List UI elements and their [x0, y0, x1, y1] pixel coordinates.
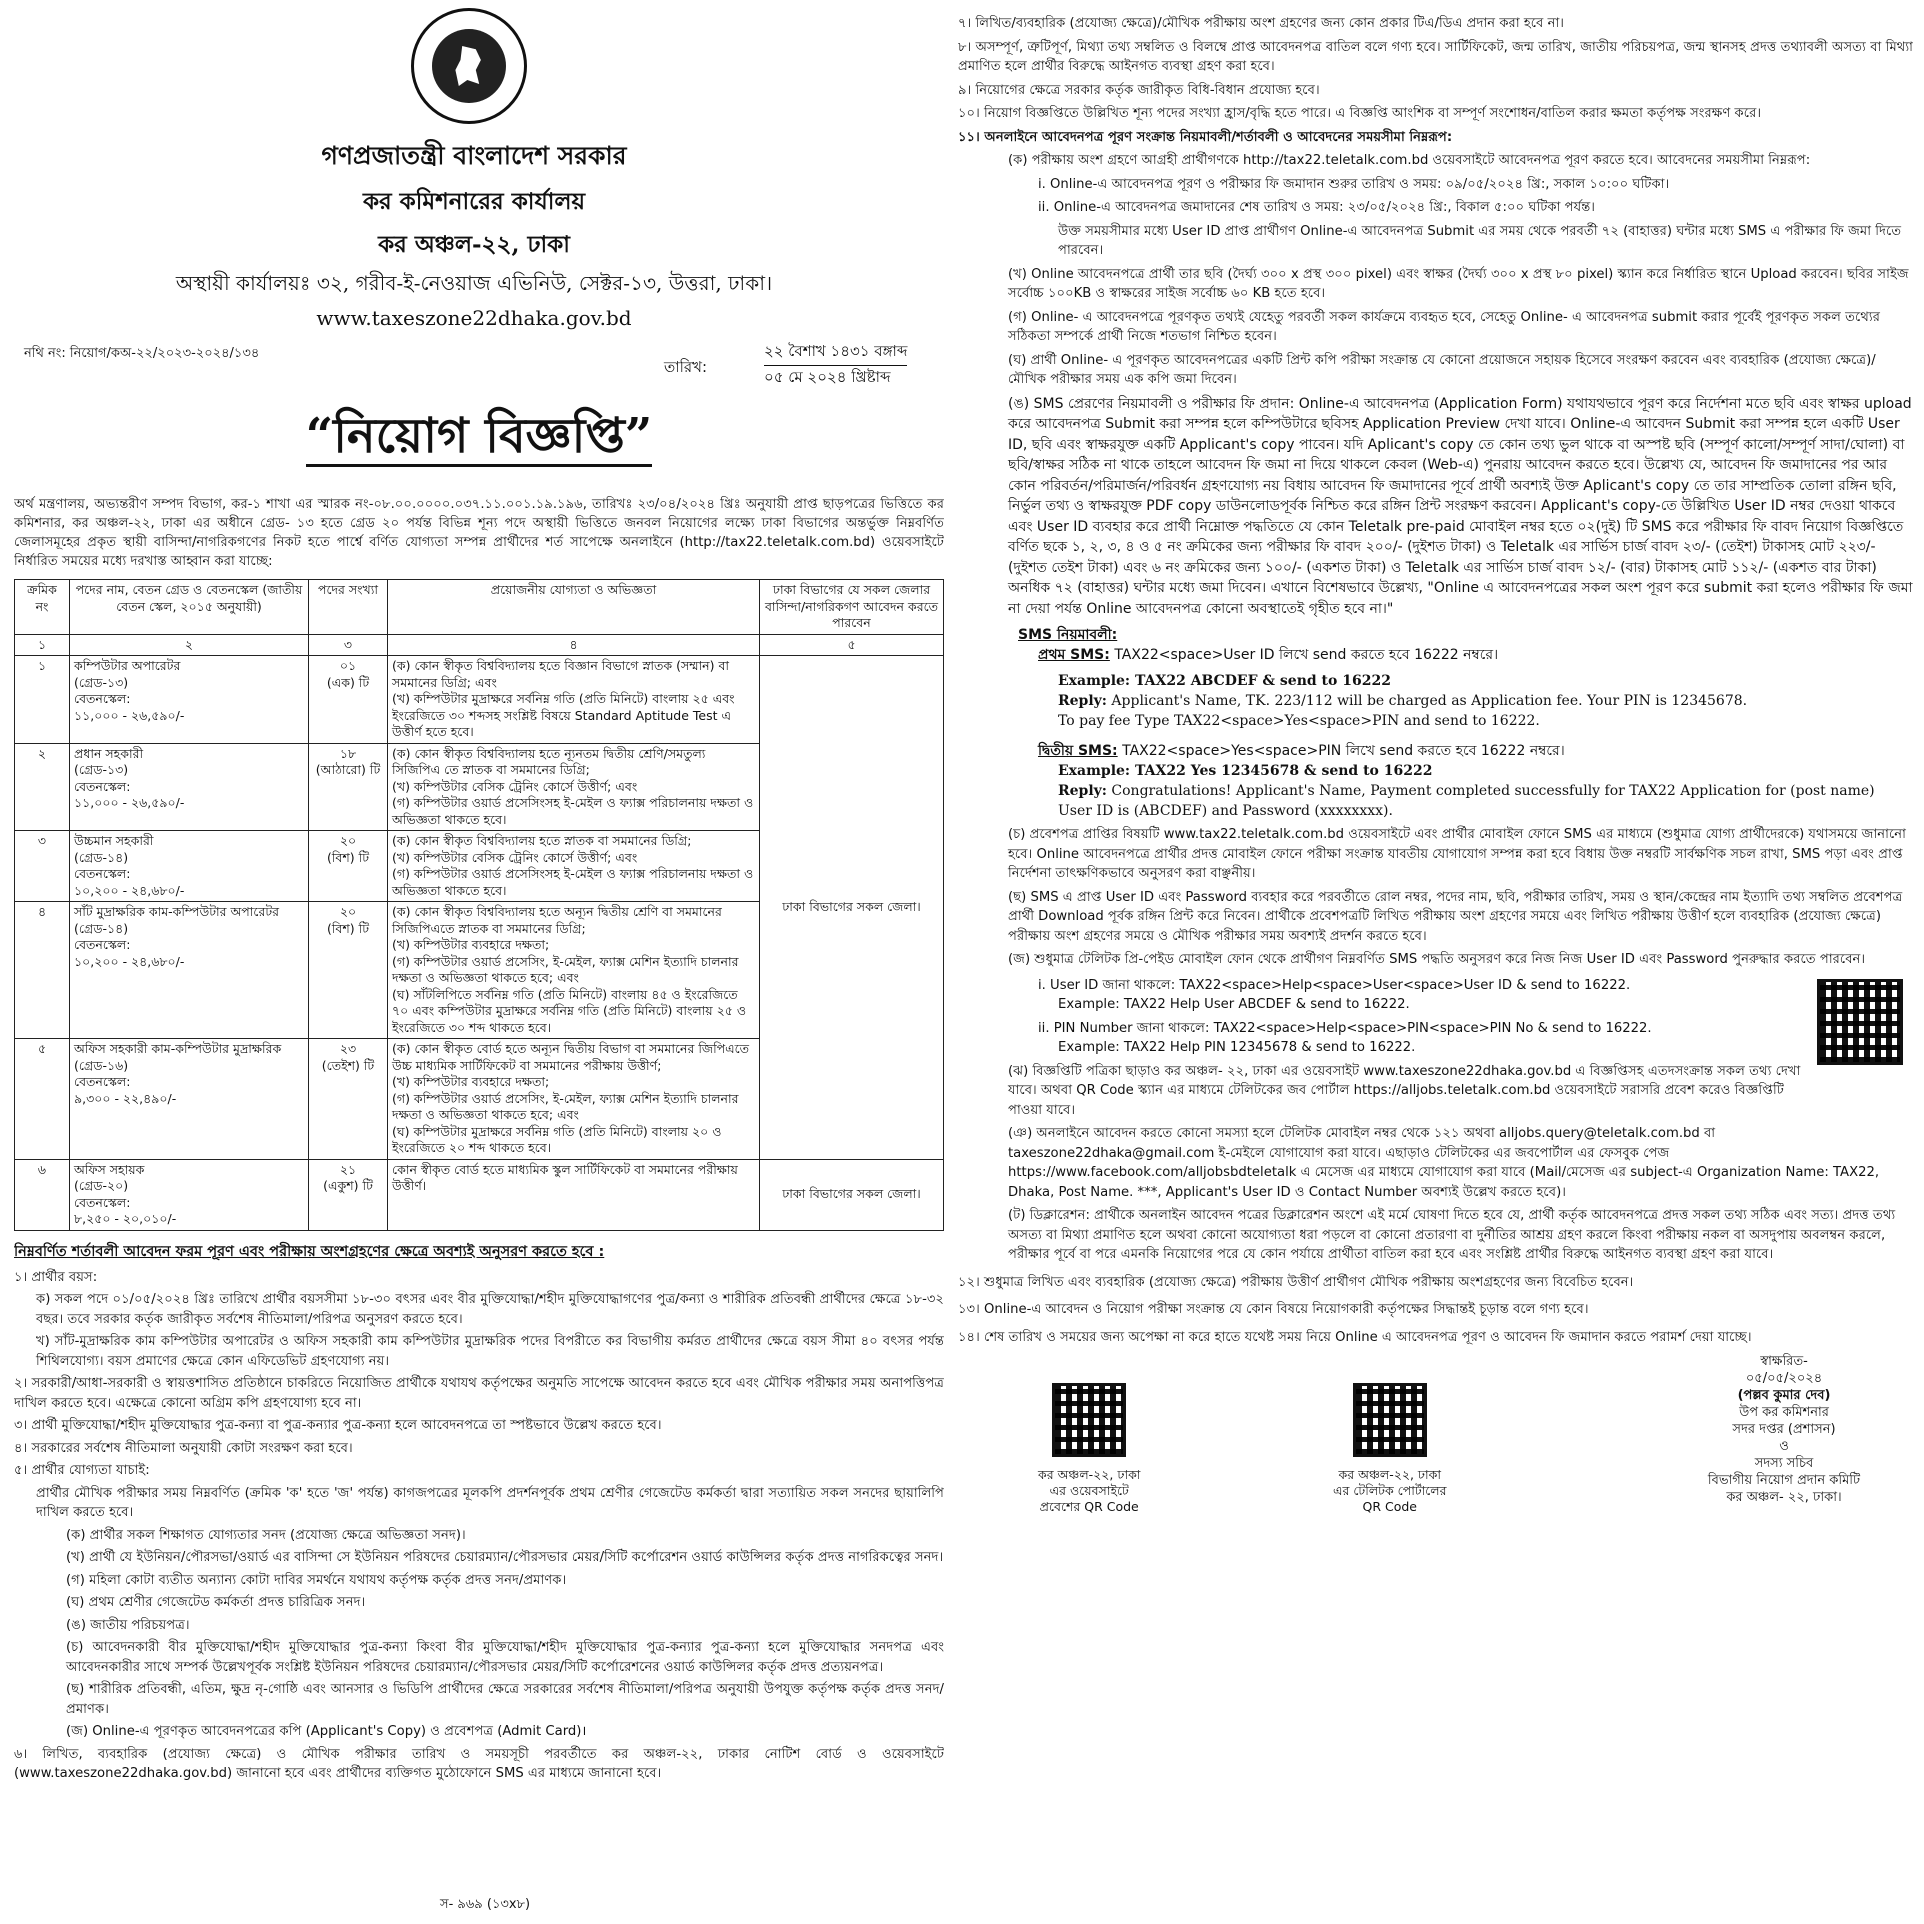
condition-item: ২। সরকারী/আধা-সরকারী ও স্বায়ত্তশাসিত প্রতিষ্ঠানে চাকরিতে নিয়োজিত প্রার্থীকে যথাযথ কর্তৃপক্ষের অনুমতি সাপেক্ষে আবেদন করতে হবে এবং মৌখিক পরীক্ষার সময় অনাপত্তিপত্র দাখিল করতে হবে। এক্ষেত্রে কোনো অগ্রিম কপি গ্রহণযোগ্য হবে না। — [14, 1376, 944, 1411]
header-website: www.taxeszone22dhaka.gov.bd — [316, 306, 632, 330]
condition-item: ৩। প্রার্থী মুক্তিযোদ্ধা/শহীদ মুক্তিযোদ্ধার পুত্র-কন্যা বা পুত্র-কন্যার পুত্র-কন্যা হলে আবেদনপত্রে তা স্পষ্টভাবে উল্লেখ করতে হবে। — [14, 1418, 662, 1433]
online-rule-ka: (ক) পরীক্ষায় অংশ গ্রহণে আগ্রহী প্রার্থীগণকে http://tax22.teletalk.com.bd ওয়েবসাইটে আবেদনপত্র পূরণ করতে হবে। আবেদনের সময়সীমা নিম্নরূপ: — [1008, 153, 1811, 168]
signature-signed: স্বাক্ষরিত- — [1760, 1354, 1808, 1369]
count-cell — [309, 902, 388, 1039]
post-grade: (গ্রেড-১৪) — [74, 920, 129, 936]
condition-item: ১৩। Online-এ আবেদন ও নিয়োগ পরীক্ষা সংক্রান্ত যে কোন বিষয়ে নিয়োগকারী কর্তৃপক্ষের সিদ্ধান্তই চূড়ান্ত বলে গণ্য হবে। — [958, 1302, 1589, 1317]
sms-title: SMS নিয়মাবলী: — [1018, 627, 1118, 643]
online-rule-ka-ii: ii. Online-এ আবেদনপত্র জমাদানের শেষ তারিখ ও সময়: ২৩/০৫/২০২৪ খ্রি:, বিকাল ৫:০০ ঘটিকা পর্যন্ত। — [1038, 200, 1596, 215]
count-cell — [309, 1159, 388, 1230]
office-header — [14, 136, 944, 330]
conditions-title: নিম্নবর্ণিত শর্তাবলী আবেদন ফরম পূরণ এবং পরীক্ষায় অংশগ্রহণের ক্ষেত্রে অবশ্যই অনুসরণ করতে হবে : — [14, 1243, 605, 1260]
district-cell: ঢাকা বিভাগের সকল জেলা। — [760, 1159, 944, 1230]
header-serial: ক্রমিক নং — [15, 580, 70, 635]
notice-title — [14, 400, 944, 479]
online-rule-ja-i-ex: Example: TAX22 Help User ABCDEF & send to 16222. — [1058, 997, 1410, 1012]
conditions-7-10 — [958, 14, 1913, 124]
scale-label: বেতনস্কেল: — [74, 778, 131, 794]
count-cell — [309, 743, 388, 831]
qualification-item: (গ) কম্পিউটার ওয়ার্ড প্রসেসিংসহ ই-মেইল ও ফ্যাক্স পরিচালনায় দক্ষতা ও অভিজ্ঞতা থাকতে হবে। — [392, 866, 754, 898]
post-count-word: (এক) টি — [326, 674, 370, 690]
header-count: পদের সংখ্যা — [309, 580, 388, 635]
online-rule-uma: (ঙ) SMS প্রেরণের নিয়মাবলী ও পরীক্ষার ফি প্রদান: Online-এ আবেদনপত্র (Application Form) যথাযথভাবে পূরণ করে নির্দেশনা মতে ছবি এবং স্বাক্ষর upload করে আবেদনপত্র Submit করা সম্পন্ন হলে কম্পিউটারে ছবিসহ Application Preview দেখা যাবে। Online-এ আবেদন Submit করা সম্পন্ন হলে একটি User ID, ছবি এবং স্বাক্ষরযুক্ত একটি Applicant's copy পাবেন। যদি Aplicant's copy তে কোন তথ্য ভুল থাকে বা অস্পষ্ট ছবি (সম্পূর্ণ কালো/সম্পূর্ণ সাদা/ঘোলা) বা ছবি/স্বাক্ষর সঠিক না থাকে তাহলে আবেদন ফি জমা না দিয়ে থাকলে কেবল (Web-এ) পুনরায় আবেদন করতে হবে। উল্লেখ্য যে, আবেদন ফি জমাদানের পর আর কোন পরিবর্তন/পরিমার্জন/পরিবর্ধন গ্রহণযোগ্য নয় বিধায় আবেদন ফি জমাদানের পূর্বে প্রার্থী অবশ্যই উক্ত Aplicant's copy তে তার সাম্প্রতিক তোলা রঙ্গিন ছবি, নির্ভুল তথ্য ও স্বাক্ষরযুক্ত PDF copy ডাউনলোডপূর্বক নিশ্চিত করে রঙ্গিন প্রিন্ট সংরক্ষণ করবেন। Applicant's copy-তে উল্লিখিত User ID নম্বর দেওয়া থাকবে এবং User ID ব্যবহার করে প্রার্থী নিম্নোক্ত পদ্ধতিতে যে কোন Teletalk pre-paid মোবাইল নম্বর হতে ০২(দুই) টি SMS করে পরীক্ষার ফি বাবদ নিয়োগ বিজ্ঞপ্তিতে বর্ণিত ছকে ১, ২, ৩, ৪ ও ৫ নং ক্রমিকের জন্য পরীক্ষার ফি বাবদ ২০০/- (দুইশত টাকা) ও Teletalk এর সার্ভিস চার্জ বাবদ ২৩/- (তেইশ) টাকাসহ মোট ২২৩/- (দুইশত তেইশ টাকা) এবং ৬ নং ক্রমিকের জন্য ১০০/- (একশত টাকা) ও Teletalk এর সার্ভিস চার্জ বাবদ ১২/- (বার) টাকাসহ মোট ১১২/- (একশত বার টাকা) অনধিক ৭২ (বাহাত্তর) ঘন্টার মধ্যে জমা দিবেন। এখানে বিশেষভাবে উল্লেখ্য, "Online এ আবেদনপত্রের সকল অংশ পূরণ করে submit করা হলেও পরীক্ষার ফি জমা না দেয়া পর্যন্ত Online আবেদনপত্র কোনো অবস্থাতেই গৃহীত হবে না।" — [1008, 395, 1913, 617]
condition-item: (ছ) শারীরিক প্রতিবন্ধী, এতিম, ক্ষুদ্র নৃ-গোষ্ঠি এবং আনসার ও ভিডিপি প্রার্থীদের ক্ষেত্রে সরকারের সর্বশেষ নীতিমালা/পরিপত্র অনুযায়ী উপযুক্ত কর্তৃপক্ষ কর্তৃক প্রদত্ত সনদ/প্রমাণক। — [66, 1682, 944, 1717]
condition-item: ৬। লিখিত, ব্যবহারিক (প্রযোজ্য ক্ষেত্রে) ও মৌখিক পরীক্ষার তারিখ ও সময়সূচী পরবর্তীতে কর অঞ্চল-২২, ঢাকার নোটিশ বোর্ড ও ওয়েবসাইটে (www.taxeszone22dhaka.gov.bd) জানানো হবে এবং প্রার্থীদের ব্যক্তিগত মুঠোফোনে SMS এর মাধ্যমে জানানো হবে। — [14, 1746, 944, 1781]
sms-reply1: Applicant's Name, TK. 223/112 will be charged as Application fee. Your PIN is 12345678. — [1111, 693, 1748, 709]
sms-example-1: Example: TAX22 ABCDEF & send to 16222 — [1058, 673, 1391, 689]
qualification-item: (ঘ) কম্পিউটার মুদ্রাক্ষরে সর্বনিম্ন গতি (প্রতি মিনিটে) বাংলায় ২০ ও ইংরেজিতে ২০ শব্দ থাকতে হবে। — [392, 1123, 722, 1155]
qualification-item: (ক) কোন স্বীকৃত বিশ্ববিদ্যালয় হতে ন্যূনতম দ্বিতীয় শ্রেণি/সমতুল্য সিজিপিএ তে স্নাতক বা সমমানের ডিগ্রি; — [392, 745, 706, 777]
condition-item: ক) সকল পদে ০১/০৫/২০২৪ খ্রিঃ তারিখে প্রার্থীর বয়সসীমা ১৮-৩০ বৎসর এবং বীর মুক্তিযোদ্ধা/শহীদ মুক্তিযোদ্ধাগণের পুত্র/কন্যা ও শারীরিক প্রতিবন্ধী প্রার্থীদের ক্ষেত্রে ১৮-৩২ বছর। তবে সরকার কর্তৃক জারীকৃত সর্বশেষ নীতিমালা/পরিপত্র অনুসরণ করতে হবে। — [36, 1292, 944, 1327]
sms-second-label: দ্বিতীয় SMS: — [1038, 743, 1118, 759]
sms-rules — [958, 625, 1913, 821]
online-rule-ja-i: i. User ID জানা থাকলে: TAX22<space>Help<space>User<space>User ID & send to 16222. — [1038, 977, 1631, 993]
condition-item: ১২। শুধুমাত্র লিখিত এবং ব্যবহারিক (প্রযোজ্য ক্ষেত্রে) পরীক্ষায় উত্তীর্ণ প্রার্থীগণ মৌখিক পরীক্ষায় অংশগ্রহণের জন্য বিবেচিত হবেন। — [958, 1274, 1634, 1290]
signature-name: (পল্লব কুমার দেব) — [1737, 1388, 1831, 1403]
sms-reply2: Congratulations! Applicant's Name, Payment completed successfully for TAX22 Application for (post name) User ID is (ABCDEF) and Password (xxxxxxxx). — [1058, 783, 1875, 819]
serial-cell: ৫ — [15, 1039, 70, 1160]
colnum: ৪ — [388, 634, 760, 656]
post-name: উচ্চমান সহকারী — [74, 833, 154, 848]
signature-date: ০৫/০৫/২০২৪ — [1745, 1371, 1823, 1386]
post-grade: (গ্রেড-১৬) — [74, 1057, 129, 1073]
pay-scale: ১০,২০০ - ২৪,৬৮০/- — [74, 882, 185, 898]
online-rule-gha: (ঘ) প্রার্থী Online- এ পূরণকৃত আবেদনপত্রের একটি প্রিন্ট কপি পরীক্ষা সংক্রান্ত যে কোনো প্রয়োজনে সহায়ক হিসেবে সংরক্ষণ করবেন এবং ব্যবহারিক (প্রযোজ্য ক্ষেত্রে)/মৌখিক পরীক্ষার সময় এক কপি জমা দিবেন। — [1008, 352, 1876, 387]
online-rule-ka-i: i. Online-এ আবেদনপত্র পূরণ ও পরীক্ষার ফি জমাদান শুরুর তারিখ ও সময়: ০৯/০৫/২০২৪ খ্রি:, সকাল ১০:০০ ঘটিকা। — [1038, 176, 1670, 192]
post-count-word: (একুশ) টি — [323, 1178, 373, 1193]
colnum: ১ — [15, 634, 70, 656]
qualification-cell — [388, 1039, 760, 1160]
post-count: ২০ — [339, 833, 357, 848]
jobs-table — [14, 579, 944, 1231]
header-line2: কর কমিশনারের কার্যালয় — [362, 188, 586, 215]
post-grade: (গ্রেড-১৩) — [74, 762, 129, 777]
signature-designation: সদর দপ্তর (প্রশাসন) — [1732, 1422, 1836, 1437]
condition-item: ১। প্রার্থীর বয়স: — [14, 1269, 98, 1285]
qr1-line: এর ওয়েবসাইটে — [1049, 1483, 1129, 1498]
count-cell — [309, 656, 388, 744]
condition-item: (গ) মহিলা কোটা ব্যতীত অন্যান্য কোটা দাবির সমর্থনে যথাযথ কর্তৃপক্ষ কর্তৃক প্রদত্ত সনদ/প্রমাণক। — [66, 1572, 567, 1588]
post-count: ২১ — [339, 1161, 357, 1177]
condition-item: ৮। অসম্পূর্ণ, ত্রুটিপূর্ণ, মিথ্যা তথ্য সম্বলিত ও বিলম্বে প্রাপ্ত আবেদনপত্র বাতিল বলে গণ্য হবে। সার্টিফিকেট, জন্ম তারিখ, জাতীয় পরিচয়পত্র, জন্ম স্থানসহ প্রদত্ত তথ্যাবলী অসত্য বা মিথ্যা প্রমাণিত হলে প্রার্থীর বিরুদ্ধে আইনগত ব্যবস্থা গ্রহণ করা হবে। — [958, 39, 1913, 74]
post-count: ২০ — [339, 904, 357, 919]
post-count-word: (বিশ) টি — [326, 849, 370, 865]
online-rule-ja-ii-ex: Example: TAX22 Help PIN 12345678 & send to 16222. — [1058, 1040, 1416, 1055]
post-count: ১৮ — [339, 745, 357, 761]
post-name: অফিস সহায়ক — [74, 1161, 145, 1177]
sms-reply1-label: Reply: — [1058, 693, 1107, 709]
header-district: ঢাকা বিভাগের যে সকল জেলার বাসিন্দা/নাগরিকগণ আবেদন করতে পারবেন — [760, 580, 944, 635]
pay-scale: ১১,০০০ - ২৬,৫৯০/- — [74, 795, 185, 810]
footer-code: স- ৯৬৯ (১৩x৮) — [440, 1897, 531, 1912]
qr2-line: QR Code — [1362, 1499, 1417, 1514]
colnum: ৫ — [760, 634, 944, 656]
table-header-row — [15, 580, 944, 635]
signature-designation: উপ কর কমিশনার — [1739, 1405, 1829, 1420]
qualification-item: (ক) কোন স্বীকৃত বিশ্ববিদ্যালয় হতে অন্যূন দ্বিতীয় শ্রেণি বা সমমানের সিজিপিএতে স্নাতক বা সমমানের ডিগ্রি; — [392, 904, 722, 936]
sms-reply1b: To pay fee Type TAX22<space>Yes<space>PIN and send to 16222. — [1058, 713, 1540, 729]
online-rule-ta: (ট) ডিক্লারেশন: প্রার্থীকে অনলাইন আবেদন পত্রের ডিক্লারেশন অংশে এই মর্মে ঘোষণা দিতে হবে যে, প্রার্থী কর্তৃক আবেদনপত্রে প্রদত্ত সকল তথ্য সঠিক এবং সত্য। প্রদত্ত তথ্য অসত্য বা মিথ্যা প্রমাণিত হলে অথবা কোনো অযোগ্যতা ধরা পড়লে বা কোনো প্রতারণা বা দুর্নীতির আশ্রয় গ্রহণ করলে কিংবা পরীক্ষায় নকল বা অসদুপায় অবলম্বন করলে, পরীক্ষার পূর্বে বা পরে এমনকি নিয়োগের পরে যে কোন পর্যায়ে প্রার্থীতা বাতিল করা হবে এবং সংশ্লিষ্ট প্রার্থীর বিরুদ্ধে আইনগত ব্যবস্থা গ্রহণ করা যাবে। — [1008, 1208, 1896, 1262]
condition-item: প্রার্থীর মৌখিক পরীক্ষার সময় নিম্নবর্ণিত (ক্রমিক 'ক' হতে 'জ' পর্যন্ত) কাগজপত্রের মূলকপি প্রদর্শনপূর্বক প্রথম শ্রেণীর গেজেটেড কর্মকর্তা দ্বারা সত্যায়িত সকল সনদের ছায়ালিপি দাখিল করতে হবে। — [36, 1485, 944, 1520]
scale-label: বেতনস্কেল: — [74, 691, 131, 706]
condition-item: (ঙ) জাতীয় পরিচয়পত্র। — [66, 1617, 190, 1633]
reference-number: নথি নং: নিয়োগ/কঅ-২২/২০২৩-২০২৪/১৩৪ — [24, 346, 260, 361]
online-rule-ja: (জ) শুধুমাত্র টেলিটক প্রি-পেইড মোবাইল ফোন থেকে প্রার্থীগণ নিম্নবর্ণিত SMS পদ্ধতি অনুসরণ করে নিজ নিজ User ID এবং Password পুনরুদ্ধার করতে পারবেন। — [1008, 952, 1866, 967]
post-cell — [70, 656, 309, 744]
online-rule-cha: (চ) প্রবেশপত্র প্রাপ্তির বিষয়টি www.tax22.teletalk.com.bd ওয়েবসাইটে এবং প্রার্থীর মোবাইল ফোনে SMS এর মাধ্যমে (শুধুমাত্র যোগ্য প্রার্থীদেরকে) যথাসময়ে জানানো হবে। Online আবেদনপত্রে প্রার্থীর প্রদত্ত মোবাইল ফোনে পরীক্ষা সংক্রান্ত যাবতীয় যোগাযোগ সম্পন্ন করা হবে বিধায় উক্ত নম্বরটি সার্বক্ষণিক সচল রাখা, SMS পড়া এবং প্রাপ্ত নির্দেশনা তাৎক্ষণিকভাবে অনুসরণ করা বাঞ্ছনীয়। — [1008, 827, 1906, 881]
serial-cell: ৪ — [15, 902, 70, 1039]
post-name: অফিস সহকারী কাম-কম্পিউটার মুদ্রাক্ষরিক — [74, 1041, 282, 1056]
online-rule-chha: (ছ) SMS এ প্রাপ্ত User ID এবং Password ব্যবহার করে পরবর্তীতে রোল নম্বর, পদের নাম, ছবি, পরীক্ষার তারিখ, সময় ও স্থান/কেন্দ্রের নাম ইত্যাদি তথ্য সম্বলিত প্রবেশপত্র প্রার্থী Download পূর্বক রঙ্গিন প্রিন্ট করে নিবেন। প্রার্থীকে প্রবেশপত্রটি লিখিত পরীক্ষায় অংশ গ্রহণের সময়ে এবং লিখিত পরীক্ষায় উত্তীর্ণ হলে ব্যবহারিক (প্রযোজ্য ক্ষেত্রে) পরীক্ষায় অংশ গ্রহণের সময়ে ও মৌখিক পরীক্ষার সময় অবশ্যই প্রদর্শন করতে হবে। — [1008, 889, 1903, 944]
condition-item: (জ) Online-এ পূরণকৃত আবেদনপত্রের কপি (Applicant's Copy) ও প্রবেশপত্র (Admit Card)। — [66, 1724, 587, 1739]
post-name: কম্পিউটার অপারেটর — [74, 658, 181, 673]
qualification-cell — [388, 831, 760, 902]
qualification-item: (খ) কম্পিউটার মুদ্রাক্ষরে সর্বনিম্ন গতি (প্রতি মিনিটে) বাংলায় ২৫ এবং ইংরেজিতে ৩০ শব্দসহ সংশ্লিষ্ট বিষয়ে Standard Aptitude Test এ উত্তীর্ণ হতে হবে। — [392, 691, 735, 739]
qr2-line: এর টেলিটক পোর্টালের — [1333, 1483, 1447, 1498]
qualification-item: (ক) কোন স্বীকৃত বিশ্ববিদ্যালয় হতে স্নাতক বা সমমানের ডিগ্রি; — [392, 833, 692, 848]
pay-scale: ৯,৩০০ - ২২,৪৯০/- — [74, 1090, 177, 1106]
online-rules-title: ১১। অনলাইনে আবেদনপত্র পূরণ সংক্রান্ত নিয়মাবলী/শর্তাবলী ও আবেদনের সময়সীমা নিম্নরূপ: — [958, 129, 1453, 145]
header-post: পদের নাম, বেতন গ্রেড ও বেতনস্কেল (জাতীয় বেতন স্কেল, ২০১৫ অনুযায়ী) — [70, 580, 309, 635]
qualification-item: (খ) কম্পিউটার ব্যবহারে দক্ষতা; — [392, 1074, 550, 1089]
qualification-item: (ক) কোন স্বীকৃত বোর্ড হতে অন্যূন দ্বিতীয় বিভাগ বা সমমানের জিপিএতে উচ্চ মাধ্যমিক সার্টিফিকেট বা সমমানের পরীক্ষায় উত্তীর্ণ; — [392, 1041, 750, 1073]
signature-block — [1669, 1353, 1899, 1506]
header-qualification: প্রয়োজনীয় যোগ্যতা ও অভিজ্ঞতা — [388, 580, 760, 635]
intro-paragraph: অর্থ মন্ত্রণালয়, অভ্যন্তরীণ সম্পদ বিভাগ, কর-১ শাখা এর স্মারক নং-০৮.০০.০০০০.০৩৭.১১.০০১.১৯.১৯৬, তারিখঃ ২৩/০৪/২০২৪ খ্রিঃ অনুযায়ী প্রাপ্ত ছাড়পত্রের ভিত্তিতে কর কমিশনার, কর অঞ্চল-২২, ঢাকা এর অধীনে গ্রেড- ১৩ হতে গ্রেড ২০ পর্যন্ত বিভিন্ন শূন্য পদে অস্থায়ী ভিত্তিতে জনবল নিয়োগের লক্ষ্যে ঢাকা বিভাগের অন্তর্ভুক্ত নিম্নবর্ণিত জেলাসমূহের প্রকৃত স্থায়ী বাসিন্দা/নাগরিকগণের নিকট হতে পার্শ্বে বর্ণিত যোগ্যতা সম্পন্ন প্রার্থীদের শর্ত সাপেক্ষে অনলাইনে (http://tax22.teletalk.com.bd) ওয়েবসাইটে নির্ধারিত সময়ের মধ্যে দরখাস্ত আহ্বান করা যাচ্ছে: — [14, 497, 944, 569]
condition-item: ১০। নিয়োগ বিজ্ঞপ্তিতে উল্লিখিত শূন্য পদের সংখ্যা হ্রাস/বৃদ্ধি হতে পারে। এ বিজ্ঞপ্তি আংশিক বা সম্পূর্ণ সংশোধন/বাতিল করার ক্ষমতা কর্তৃপক্ষ সংরক্ষণ করে। — [958, 106, 1762, 121]
pay-scale: ৮,২৫০ - ২০,০১০/- — [74, 1211, 177, 1226]
table-colnum-row — [15, 634, 944, 656]
post-cell — [70, 902, 309, 1039]
colnum: ৩ — [309, 634, 388, 656]
post-cell — [70, 1039, 309, 1160]
qualification-item: (গ) কম্পিউটার ওয়ার্ড প্রসেসিং, ই-মেইল, ফ্যাক্স মেশিন ইত্যাদি চালনার দক্ষতা ও অভিজ্ঞতা থাকতে হবে; এবং — [392, 953, 739, 985]
signature-designation: সদস্য সচিব — [1754, 1456, 1814, 1471]
post-count: ২৩ — [339, 1041, 357, 1056]
qr2-line: কর অঞ্চল-২২, ঢাকা — [1338, 1467, 1441, 1482]
serial-cell: ১ — [15, 656, 70, 744]
left-column — [14, 8, 944, 1913]
district-cell: ঢাকা বিভাগের সকল জেলা। — [760, 656, 944, 1160]
condition-item: (চ) আবেদনকারী বীর মুক্তিযোদ্ধা/শহীদ মুক্তিযোদ্ধার পুত্র-কন্যা কিংবা বীর মুক্তিযোদ্ধা/শহীদ মুক্তিযোদ্ধার পুত্র-কন্যার পুত্র-কন্যা হলে মুক্তিযোদ্ধার সনদপত্র এবং আবেদনকারীর সাথে সম্পর্ক উল্লেখপূর্বক সংশ্লিষ্ট ইউনিয়ন পরিষদের চেয়ারম্যান/পৌরসভার মেয়র/সিটি কর্পোরেশনের ওয়ার্ড কাউন্সিলর কর্তৃক প্রদত্ত প্রত্যয়নপত্র। — [66, 1640, 944, 1675]
online-rule-ga: (গ) Online- এ আবেদনপত্রে পূরণকৃত তথ্যই যেহেতু পরবর্তী সকল কার্যক্রমে ব্যবহৃত হবে, সেহেতু Online- এ আবেদনপত্র submit করার পূর্বেই পূরণকৃত সকল তথ্যের সঠিকতা সম্পর্কে প্রার্থী নিজে শতভাগ নিশ্চিত হবেন। — [1008, 309, 1880, 344]
count-cell — [309, 831, 388, 902]
qualification-item: (খ) কম্পিউটার বেসিক ট্রেনিং কোর্সে উত্তীর্ণ; এবং — [392, 778, 638, 794]
qualification-cell — [388, 902, 760, 1039]
header-line1: গণপ্রজাতন্ত্রী বাংলাদেশ সরকার — [321, 141, 627, 170]
qualification-cell — [388, 743, 760, 831]
qualification-item: কোন স্বীকৃত বোর্ড হতে মাধ্যমিক স্কুল সার্টিফিকেট বা সমমানের পরীক্ষায় উত্তীর্ণ। — [392, 1161, 738, 1193]
signature-designation: বিভাগীয় নিয়োগ প্রদান কমিটি — [1707, 1473, 1861, 1488]
post-name: প্রধান সহকারী — [74, 745, 144, 761]
qr-and-signature — [958, 1353, 1913, 1558]
qr-block-website — [1038, 1383, 1140, 1515]
qualification-cell — [388, 656, 760, 744]
online-rule-ka-note: উক্ত সময়সীমার মধ্যে User ID প্রাপ্ত প্রার্থীগণ Online-এ আবেদনপত্র Submit এর সময় থেকে পরবর্তী ৭২ (বাহাত্তর) ঘন্টার মধ্যে SMS এ পরীক্ষার ফি জমা দিতে পারবেন। — [1058, 223, 1902, 258]
condition-item: ৫। প্রার্থীর যোগ্যতা যাচাই: — [14, 1463, 150, 1478]
right-column — [958, 10, 1913, 1915]
post-count: ০১ — [339, 658, 357, 673]
qr-code-icon — [1817, 979, 1903, 1065]
post-count-word: (বিশ) টি — [326, 920, 370, 936]
post-grade: (গ্রেড-১৩) — [74, 674, 129, 690]
post-grade: (গ্রেড-২০) — [74, 1178, 129, 1193]
condition-item: ৪। সরকারের সর্বশেষ নীতিমালা অনুযায়ী কোটা সংরক্ষণ করা হবে। — [14, 1440, 353, 1456]
post-cell — [70, 1159, 309, 1230]
post-cell — [70, 743, 309, 831]
post-count-word: (তেইশ) টি — [321, 1057, 375, 1073]
signature-designation: কর অঞ্চল- ২২, ঢাকা। — [1726, 1490, 1842, 1505]
condition-item: খ) সাঁট-মুদ্রাক্ষরিক কাম কম্পিউটার অপারেটর ও অফিস সহকারী কাম কম্পিউটার মুদ্রাক্ষরিক পদের বিপরীতে কর বিভাগীয় কর্মরত প্রার্থীদের ক্ষেত্রে বয়স সীমা ৪০ বৎসর পর্যন্ত শিথিলযোগ্য। বয়স প্রমাণের ক্ষেত্রে কোন এফিডেভিট গ্রহণযোগ্য নয়। — [36, 1334, 944, 1369]
condition-item: ৯। নিয়োগের ক্ষেত্রে সরকার কর্তৃক জারীকৃত বিধি-বিধান প্রযোজ্য হবে। — [958, 82, 1320, 98]
condition-item: (খ) প্রার্থী যে ইউনিয়ন/পৌরসভা/ওয়ার্ড এর বাসিন্দা সে ইউনিয়ন পরিষদের চেয়ারম্যান/পৌরসভার মেয়র/সিটি কর্পোরেশন ওয়ার্ড কাউন্সিলর কর্তৃক প্রদত্ত নাগরিকত্বের সনদ। — [66, 1550, 944, 1565]
condition-item: (ক) প্রার্থীর সকল শিক্ষাগত যোগ্যতার সনদ (প্রযোজ্য ক্ষেত্রে অভিজ্ঞতা সনদ)। — [66, 1527, 466, 1543]
qualification-item: (খ) কম্পিউটার বেসিক ট্রেনিং কোর্সে উত্তীর্ণ; এবং — [392, 849, 638, 865]
reference-row — [14, 336, 944, 400]
scale-label: বেতনস্কেল: — [74, 937, 131, 952]
sms-first: TAX22<space>User ID লিখে send করতে হবে 16222 নম্বরে। — [1114, 647, 1499, 663]
table-row — [15, 1159, 944, 1230]
header-line3: কর অঞ্চল-২২, ঢাকা — [378, 231, 570, 258]
online-rule-kha: (খ) Online আবেদনপত্রে প্রার্থী তার ছবি (দৈর্ঘ্য ৩০০ x প্রস্থ ৩০০ pixel) এবং স্বাক্ষর (দৈর্ঘ্য ৩০০ x প্রস্থ ৮০ pixel) স্ক্যান করে নির্ধারিত স্থানে Upload করবেন। ছবির সাইজ সর্বোচ্চ ১০০KB ও স্বাক্ষরের সাইজ সর্বোচ্চ ৬০ KB হতে হবে। — [1008, 266, 1909, 301]
condition-item: ৭। লিখিত/ব্যবহারিক (প্রযোজ্য ক্ষেত্রে)/মৌখিক পরীক্ষায় অংশ গ্রহণের জন্য কোন প্রকার টিএ/ডিএ প্রদান করা হবে না। — [958, 16, 1565, 31]
qualification-item: (গ) কম্পিউটার ওয়ার্ড প্রসেসিং, ই-মেইল, ফ্যাক্স মেশিন ইত্যাদি চালনার দক্ষতা ও অভিজ্ঞতা থাকতে হবে; এবং — [392, 1090, 739, 1122]
date-english: ০৫ মে ২০২৪ খ্রিষ্টাব্দ — [764, 368, 891, 386]
count-cell — [309, 1039, 388, 1160]
notice-title-text: “নিয়োগ বিজ্ঞপ্তি” — [306, 408, 653, 467]
header-address: অস্থায়ী কার্যালয়ঃ ৩২, গরীব-ই-নেওয়াজ এভিনিউ, সেক্টর-১৩, উত্তরা, ঢাকা। — [175, 271, 773, 295]
qr1-line: কর অঞ্চল-২২, ঢাকা — [1038, 1467, 1141, 1482]
qr1-line: প্রবেশের QR Code — [1039, 1499, 1139, 1514]
serial-cell: ৬ — [15, 1159, 70, 1230]
online-rule-jha: (ঝ) বিজ্ঞপ্তিটি পত্রিকা ছাড়াও কর অঞ্চল- ২২, ঢাকা এর ওয়েবসাইট www.taxeszone22dhaka.gov.bd এ বিজ্ঞপ্তিসহ এতদসংক্রান্ত সকল তথ্য দেখা যাবে। অথবা QR Code স্ক্যান এর মাধ্যমে টেলিটকের জব পোর্টাল https://alljobs.teletalk.com.bd ওয়েবসাইটে সরাসরি প্রবেশ করেও বিজ্ঞপ্তিটি পাওয়া যাবে। — [1008, 1063, 1801, 1118]
date-label: তারিখ: — [664, 358, 708, 376]
sms-first-label: প্রথম SMS: — [1038, 647, 1110, 663]
qualification-item: (গ) কম্পিউটার ওয়ার্ড প্রসেসিংসহ ই-মেইল ও ফ্যাক্স পরিচালনায় দক্ষতা ও অভিজ্ঞতা থাকতে হবে। — [392, 795, 754, 827]
government-seal-icon — [411, 8, 527, 124]
qr-code-icon — [1052, 1383, 1126, 1457]
sms-example-2: Example: TAX22 Yes 12345678 & send to 16222 — [1058, 763, 1433, 779]
qualification-cell — [388, 1159, 760, 1230]
scale-label: বেতনস্কেল: — [74, 866, 131, 881]
online-rule-ja-ii: ii. PIN Number জানা থাকলে: TAX22<space>Help<space>PIN<space>PIN No & send to 16222. — [1038, 1020, 1652, 1036]
date-bangla: ২২ বৈশাখ ১৪৩১ বঙ্গাব্দ — [764, 340, 907, 366]
condition-item: (ঘ) প্রথম শ্রেণীর গেজেটেড কর্মকর্তা প্রদত্ত চারিত্রিক সনদ। — [66, 1595, 366, 1610]
qualification-item: (ক) কোন স্বীকৃত বিশ্ববিদ্যালয় হতে বিজ্ঞান বিভাগে স্নাতক (সম্মান) বা সমমানের ডিগ্রি; এবং — [392, 658, 730, 690]
post-name: সাঁট মুদ্রাক্ষরিক কাম-কম্পিউটার অপারেটর — [74, 904, 280, 919]
sms-second: TAX22<space>Yes<space>PIN লিখে send করতে হবে 16222 নম্বরে। — [1122, 743, 1565, 759]
scale-label: বেতনস্কেল: — [74, 1074, 131, 1089]
sms-reply2-label: Reply: — [1058, 783, 1107, 799]
qualification-item: (ঘ) সাঁটলিপিতে সর্বনিম্ন গতি (প্রতি মিনিটে) বাংলায় ৪৫ ও ইংরেজিতে ৭০ এবং কম্পিউটার মুদ্রাক্ষরে সর্বনিম্ন গতি (প্রতি মিনিটে) বাংলায় ২৫ ও ইংরেজিতে ৩০ শব্দ থাকতে হবে। — [392, 986, 747, 1035]
pay-scale: ১০,২০০ - ২৪,৬৮০/- — [74, 953, 185, 969]
post-grade: (গ্রেড-১৪) — [74, 849, 129, 865]
conditions-list — [14, 1268, 944, 1784]
condition-item: ১৪। শেষ তারিখ ও সময়ের জন্য অপেক্ষা না করে হাতে যথেষ্ট সময় নিয়ে Online এ আবেদনপত্র পূরণ ও আবেদন ফি জমাদান করতে পরামর্শ দেয়া যাচ্ছে। — [958, 1329, 1752, 1345]
qr-code-icon — [1353, 1383, 1427, 1457]
conditions-12-14 — [958, 1273, 1913, 1348]
serial-cell: ২ — [15, 743, 70, 831]
table-row — [15, 656, 944, 744]
scale-label: বেতনস্কেল: — [74, 1194, 131, 1210]
qr-block-teletalk — [1333, 1383, 1447, 1515]
post-count-word: (আঠারো) টি — [315, 762, 381, 777]
signature-and: ও — [1779, 1439, 1789, 1454]
pay-scale: ১১,০০০ - ২৬,৫৯০/- — [74, 707, 185, 723]
colnum: ২ — [70, 634, 309, 656]
post-cell — [70, 831, 309, 902]
online-rule-nya: (ঞ) অনলাইনে আবেদন করতে কোনো সমস্যা হলে টেলিটক মোবাইল নম্বর থেকে ১২১ অথবা alljobs.query@teletalk.com.bd বা taxeszone22dhaka@gmail.com ই-মেইলে যোগাযোগ করা যাবে। এছাড়াও টেলিটকের এর জবপোর্টাল এর ফেসবুক পেজ https://www.facebook.com/alljobsbdteletalk এ মেসেজ এর মাধ্যমে যোগাযোগ করা যাবে (Mail/মেসেজ এর subject-এ Organization Name: TAX22, Dhaka, Post Name. ***, Applicant's User ID ও Contact Number অবশ্যই উল্লেখ করতে হবে)। — [1008, 1126, 1880, 1200]
qualification-item: (খ) কম্পিউটার ব্যবহারে দক্ষতা; — [392, 937, 550, 952]
serial-cell: ৩ — [15, 831, 70, 902]
